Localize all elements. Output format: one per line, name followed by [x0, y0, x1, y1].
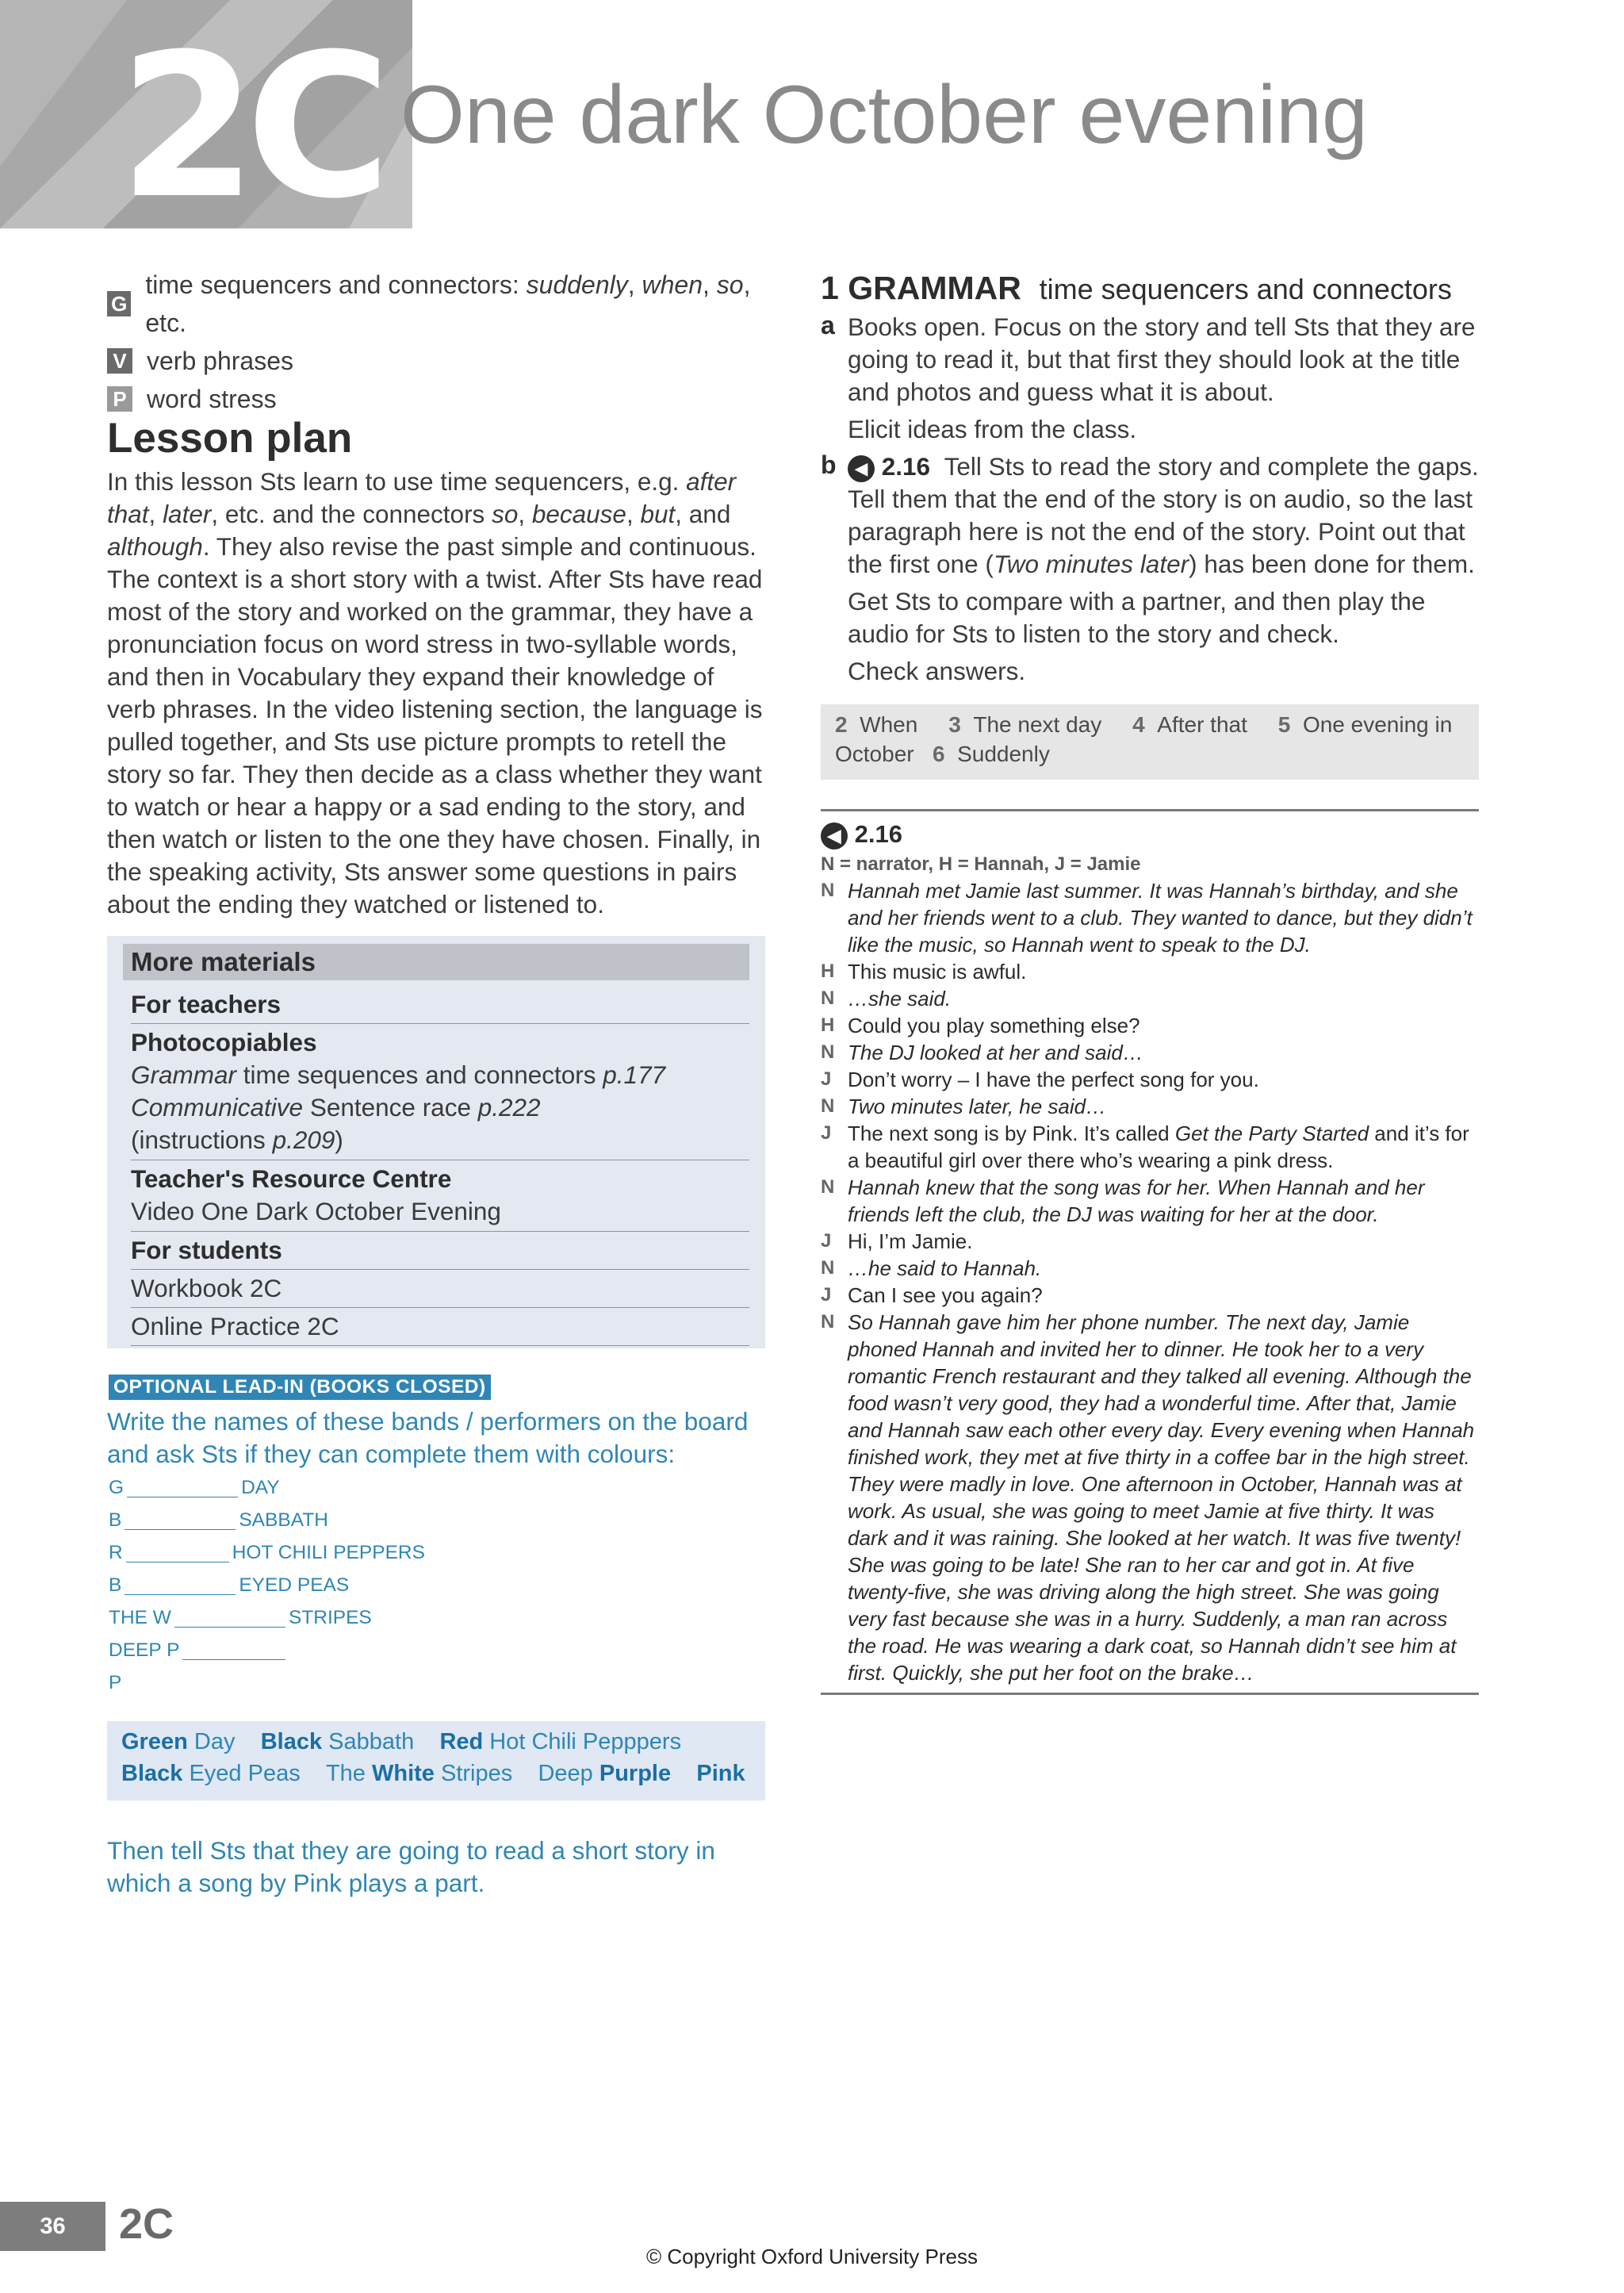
grammar-step-b: b ◀ 2.16 Tell Sts to read the story and complete the gaps. Tell them that the end of the story is on audio, so the last paragraph here is not the end of the story. Point out that the first one (Two minutes later) has been done for them. Get Sts to compare with a partner, and then play the audio for Sts to listen to the story and check. Check answers.: [821, 451, 1479, 685]
lesson-plan-section: [107, 414, 765, 921]
script-line: N Hannah met Jamie last summer. It was Hannah’s birthday, and she and her friends went to a club. They wanted to dance, but they didn’t like the music, so Hannah went to speak to the DJ.: [821, 879, 1473, 957]
script-bottom-divider: [821, 1693, 1479, 1695]
script-line: N …she said.: [821, 987, 952, 1010]
script-line: H This music is awful.: [821, 960, 1027, 984]
page-header: [0, 0, 1624, 242]
audio-script: ◀ 2.16 N = narrator, H = Hannah, J = Jamie N Hannah met Jamie last summer. It was Hannah’s birthday, and she and her friends went to a club. They wanted to dance, but they didn’t like the music, so Hannah went to speak to the DJ. H This music is awful. N …she said. H Could you play something else? N The DJ looked at her and said… J Don’t worry – I have the perfect song for you. N Two minutes later, he said… J The next song is by Pink. It’s called Get the Party Started and it’s for a beautiful girl over there who’s wearing a pink dress. N Hannah knew that the song was for her. When Hannah and her friends left the club, the DJ was waiting for her at the door. J Hi, I’m Jamie. N …he said to Hannah. J Can I see you again? N So Hannah gave him her phone number. The next day, Jamie phoned Hannah and invited her to dinner. He took her to a very romantic French restaurant and they talked all evening. Although the food wasn’t very good, they had a wonderful time. After that, Jamie and Hannah saw each other every day. Every evening when Hannah finished work, they met at five thirty in a coffee bar in the high street. They were madly in love. One afternoon in October, Hannah was at work. As usual, she was going to meet Jamie at five thirty. It was dark and it was raining. She looked at her watch. It was five twenty! She was going to be late! She ran to her car and got in. At five twenty-five, she was driving along the high street. She was going very fast because she was in a hurry. Suddenly, a man ran across the road. He was wearing a dark coat, so Hannah didn’t see him at first. Quickly, she put her foot on the brake…: [821, 817, 1479, 1695]
focus-list: [107, 266, 765, 418]
band-item: THE W STRIPES: [109, 1607, 372, 1628]
video-link[interactable]: Video One Dark October Evening: [131, 1197, 501, 1225]
script-line: N Hannah knew that the song was for her. When Hannah and her friends left the club, the DJ was waiting for her at the door.: [821, 1175, 1425, 1226]
focus-text: verb phrases: [147, 347, 293, 375]
grammar-key-badge: G: [107, 291, 131, 316]
footer-lesson-code: 2C: [119, 2200, 174, 2248]
grammar-answers-line1: 2 When 3 The next day 4 After that 5 One evening in: [835, 712, 1453, 737]
lead-in-answers-line1: Green Day Black Sabbath Red Hot Chili Pepppers: [121, 1729, 682, 1754]
focus-item-grammar: [107, 266, 765, 342]
pronunciation-key-badge: P: [107, 386, 132, 412]
more-materials-title: More materials: [123, 944, 749, 980]
for-students-heading: For students: [131, 1234, 749, 1270]
page-number: 36: [0, 2202, 105, 2251]
band-item: B EYED PEAS: [109, 1574, 350, 1596]
lead-in-follow-up: Then tell Sts that they are going to read a short story in which a song by Pink plays a part.: [107, 1836, 715, 1897]
lead-in-answers-line2: Black Eyed Peas The White Stripes Deep Purple Pink: [121, 1761, 745, 1786]
band-item: B SABBATH: [109, 1509, 328, 1531]
speaker-key: N = narrator, H = Hannah, J = Jamie: [821, 853, 1141, 875]
band-item: R HOT CHILI PEPPERS: [109, 1542, 425, 1563]
lesson-plan-heading: Lesson plan: [107, 415, 353, 462]
script-line: H Could you play something else?: [821, 1014, 1140, 1037]
focus-text: word stress: [147, 385, 277, 413]
band-item: DEEP P: [109, 1634, 289, 1666]
workbook-link[interactable]: Workbook 2C: [131, 1272, 749, 1308]
script-line: J Don’t worry – I have the perfect song for you.: [821, 1068, 1259, 1091]
audio-speaker-icon[interactable]: ◀: [848, 455, 875, 482]
for-teachers-heading: For teachers: [131, 988, 749, 1024]
grammar-answers-line2: October 6 Suddenly: [835, 742, 1050, 766]
photocopiable-communicative[interactable]: Communicative Sentence race p.222: [131, 1093, 541, 1122]
script-line: J Hi, I’m Jamie.: [821, 1229, 973, 1253]
focus-text: time sequencers and connectors: suddenly, when, so, etc.: [145, 270, 751, 337]
script-line: N …he said to Hannah.: [821, 1256, 1042, 1280]
script-line: J Can I see you again?: [821, 1283, 1043, 1307]
focus-item-pronunciation: [107, 380, 765, 418]
focus-item-vocabulary: [107, 342, 765, 380]
grammar-step-a: a Books open. Focus on the story and tell Sts that they are going to read it, but that first they should look at the title and photos and guess what it is about. Elicit ideas from the class.: [821, 311, 1476, 443]
photocopiable-grammar[interactable]: Grammar time sequences and connectors p.177: [131, 1060, 666, 1089]
photocopiables-block: Photocopiables Grammar time sequences and connectors p.177 Communicative Sentence race p.222 (instructions p.209): [131, 1026, 749, 1160]
audio-speaker-icon[interactable]: ◀: [821, 822, 848, 849]
script-top-divider: [821, 809, 1479, 811]
lesson-plan-text: In this lesson Sts learn to use time sequencers, e.g. after that, later, etc. and the connectors so, because, but, and although. They also revise the past simple and continuous. The context is a short story with a twist. After Sts have read most of the story and worked on the grammar, they have a pronunciation focus on word stress in two-syllable words, and then in Vocabulary they expand their knowledge of verb phrases. In the video listening section, the language is pulled together, and Sts use picture prompts to retell the story so far. They then decide as a class whether they want to watch or hear a happy or a sad ending to the story, and then watch or listen to the one they have chosen. Finally, in the speaking activity, Sts answer some questions in pairs about the ending they watched or listened to.: [107, 467, 763, 918]
grammar-section-title: 1 GRAMMAR time sequencers and connectors: [821, 270, 1452, 306]
copyright-notice: © Copyright Oxford University Press: [646, 2245, 978, 2268]
photocopiable-instructions: (instructions p.209): [131, 1125, 343, 1154]
vocabulary-key-badge: V: [107, 348, 132, 374]
script-lines: [821, 877, 1479, 1686]
script-line: N The DJ looked at her and said…: [821, 1041, 1143, 1064]
band-item: P: [109, 1672, 122, 1693]
lead-in-instruction: Write the names of these bands / performers on the board and ask Sts if they can complete them with colours:: [107, 1407, 749, 1468]
teachers-resource-centre-block: Teacher's Resource Centre Video One Dark October Evening: [131, 1163, 749, 1232]
script-line: J The next song is by Pink. It’s called Get the Party Started and it’s for a beautiful girl over there who’s wearing a pink dress.: [821, 1122, 1469, 1172]
script-line: N So Hannah gave him her phone number. The next day, Jamie phoned Hannah and invited her to dinner. He took her to a very romantic French restaurant and they talked all evening. Although the food wasn’t very good, they had a wonderful time. After that, Jamie and Hannah saw each other every day. Every evening when Hannah finished work, they met at five thirty in a coffee bar in the high street. They were madly in love. One afternoon in October, Hannah was at work. As usual, she was going to meet Jamie at five thirty. It was dark and it was raining. She looked at her watch. It was five twenty! She was going to be late! She ran to her car and got in. At five twenty-five, she was driving along the high street. She was going very fast because she was in a hurry. Suddenly, a man ran across the road. He was wearing a dark coat, so Hannah didn’t see him at first. Quickly, she put her foot on the brake…: [821, 1310, 1475, 1685]
lesson-title: One dark October evening: [400, 69, 1368, 161]
lesson-code: 2C: [119, 11, 381, 242]
optional-lead-in-label: OPTIONAL LEAD-IN (BOOKS CLOSED): [109, 1375, 491, 1400]
online-practice-link[interactable]: Online Practice 2C: [131, 1310, 749, 1346]
script-line: N Two minutes later, he said…: [821, 1095, 1107, 1118]
band-item: G DAY: [109, 1477, 280, 1498]
